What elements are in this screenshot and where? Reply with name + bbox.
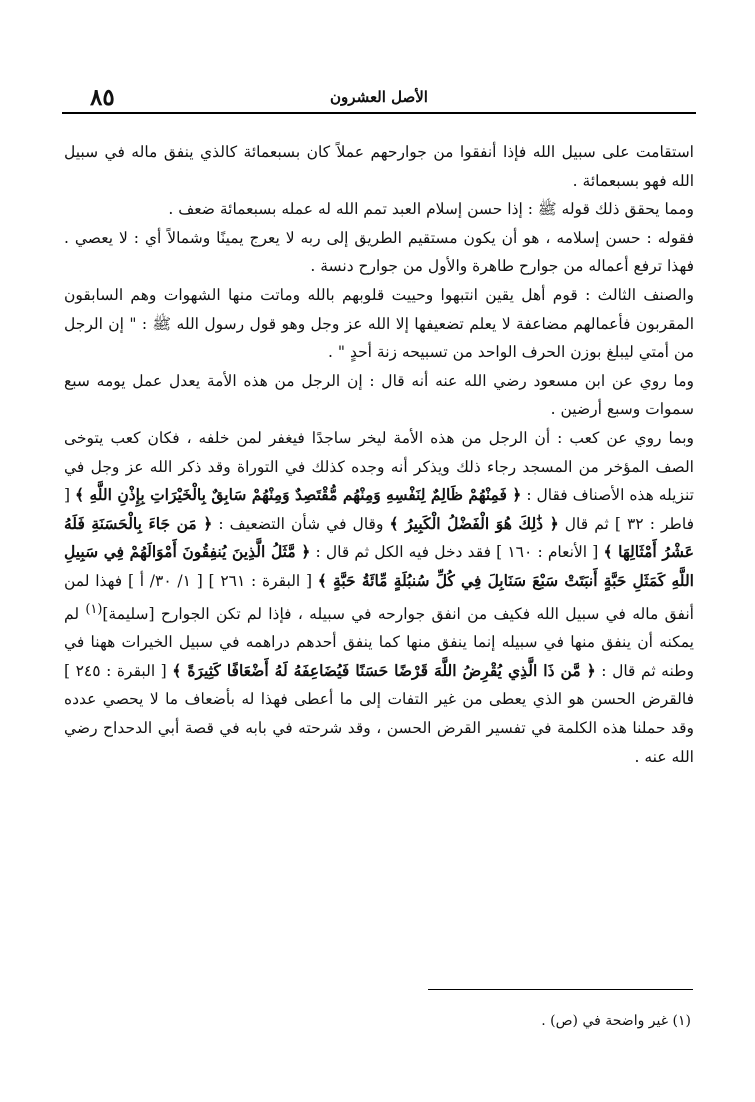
verse-reference-baqara-261: [ البقرة : ٢٦١ ] [ ١/ ٣٠/ أ ] فهذا لمن أنفق ماله في سبيل الله فكيف من انفق جوارحه في سبيله ، فإذا لم تكن الجوارح [سليمة]: [64, 571, 694, 623]
quran-verse-fadl: ﴿ ذَٰلِكَ هُوَ الْفَضْلُ الْكَبِيرُ ﴾: [389, 513, 559, 533]
verse-reference-fatir: [ فاطر : ٣٢ ] ثم قال: [64, 486, 694, 533]
page-number: ٨٥: [90, 84, 115, 111]
paragraph-6: [64, 424, 694, 771]
quran-verse-baqara-261: ﴿ مَّثَلُ الَّذِينَ يُنفِقُونَ أَمْوَالَهُمْ فِي سَبِيلِ اللَّهِ كَمَثَلِ حَبَّةٍ أَنبَتَتْ سَبْعَ سَنَابِلَ فِي كُلِّ سُنبُلَةٍ مِّائَةُ حَبَّةٍ ﴾: [64, 542, 694, 590]
paragraph-1: استقامت على سبيل الله فإذا أنفقوا من جوارحهم عملاً كان بسبعمائة كالذي ينفق ماله في سبيل الله فهو بسبعمائة .: [64, 143, 694, 190]
quran-verse-anam: ﴿ مَن جَاءَ بِالْحَسَنَةِ فَلَهُ عَشْرُ أَمْثَالِهَا ﴾: [64, 513, 694, 562]
verse-reference-baqara-245: [ البقرة : ٢٤٥ ] فالقرض الحسن هو الذي يعطى من غير التفات إلى ما أعطى فهذا له بأضعاف ما لا يحصي عدده وقد حملنا هذه الكلمة في تفسير القرض الحسن ، وقد شرحته في بابه في قصة أبي الدحداح رضي الله عنه .: [64, 661, 694, 766]
main-text: [64, 138, 694, 771]
paragraph-3: فقوله : حسن إسلامه ، هو أن يكون مستقيم الطريق إلى ربه لا يعرج يمينًا وشمالاً أي : لا يعصي . فهذا ترفع أعماله من جوارح طاهرة والأول من جوارح دنسة .: [64, 228, 694, 276]
footnote-number: (١): [672, 1013, 691, 1029]
paragraph-5: وما روي عن ابن مسعود رضي الله عنه أنه قال : إن الرجل من هذه الأمة يعدل عمل يومه سبع سموات وسبع أرضين .: [64, 371, 694, 419]
running-title: الأصل العشرون: [330, 88, 428, 106]
paragraph-2: ومما يحقق ذلك قوله ﷺ : إذا حسن إسلام العبد تمم الله له عمله بسبعمائة ضعف .: [168, 200, 694, 219]
text-after-fadl: وقال في شأن التضعيف :: [218, 514, 384, 533]
footnote-1: [71, 1013, 691, 1029]
quran-verse-fatir: ﴿ فَمِنْهُمْ ظَالِمٌ لِنَفْسِهِ وَمِنْهُم مُّقْتَصِدٌ وَمِنْهُمْ سَابِقٌ بِالْخَيْرَاتِ بِإِذْنِ اللَّهِ ﴾: [75, 485, 522, 505]
verse-reference-anam: [ الأنعام : ١٦٠ ] فقد دخل فيه الكل ثم قال :: [315, 543, 599, 562]
footnote-text: غير واضحة في (ص) .: [541, 1013, 669, 1029]
paragraph-6-intro: وبما روي عن كعب : أن الرجل من هذه الأمة ليخر ساجدًا فيغفر لمن خلفه ، فكان كعب يتوخى الصف المؤخر من المسجد رجاء ذلك ويذكر أنه وجده كذلك في التوراة وقد ذكر الله عز وجل في تنزيله هذه الأصناف فقال :: [64, 428, 694, 505]
paragraph-4: والصنف الثالث : قوم أهل يقين انتبهوا وحييت قلوبهم بالله وماتت منها الشهوات وهم السابقون المقربون فأعمالهم مضاعفة لا يعلم تضعيفها إلا الله عز وجل وهو قول رسول الله ﷺ : " إن الرجل من أمتي ليبلغ بوزن الحرف الواحد من تسبيحه زنة أحدٍ " .: [64, 285, 694, 362]
page-header: [62, 82, 696, 114]
text-after-footnote-marker: لم يمكنه أن ينفق منها في سبيله إنما ينفق منها كما ينفق أحدهم دراهمه في سبيل الخيرات ههنا في وطنه ثم قال :: [64, 604, 694, 680]
quran-verse-baqara-245: ﴿ مَّن ذَا الَّذِي يُقْرِضُ اللَّهَ قَرْضًا حَسَنًا فَيُضَاعِفَهُ لَهُ أَضْعَافًا كَثِيرَةً ﴾: [172, 660, 596, 680]
footnote-marker[interactable]: (١): [85, 601, 103, 617]
footnote-divider: [428, 989, 693, 990]
